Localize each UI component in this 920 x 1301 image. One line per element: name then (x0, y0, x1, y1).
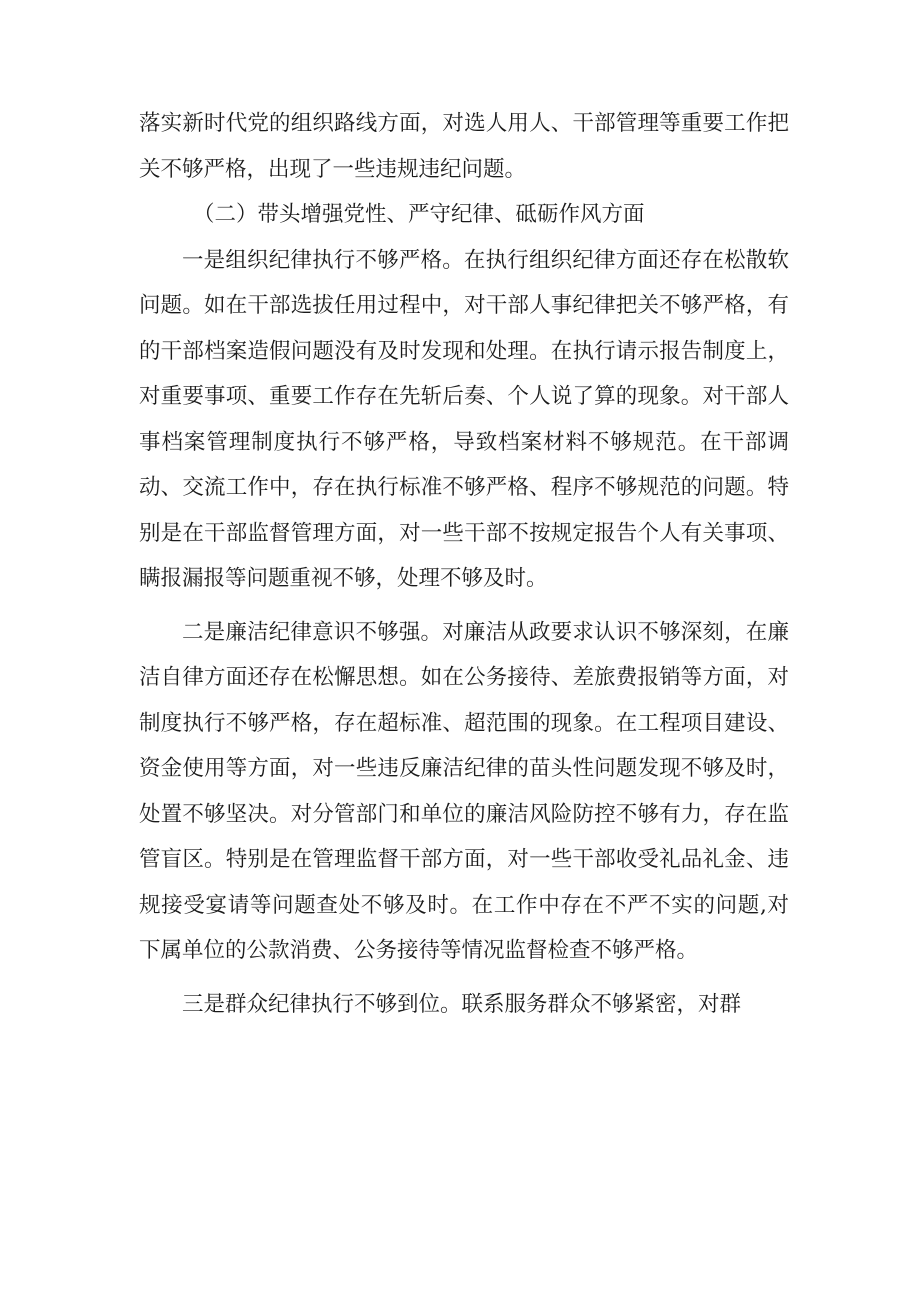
document-body (139, 101, 789, 1027)
section-heading: （二）带头增强党性、严守纪律、砥砺作风方面 (193, 202, 645, 227)
paragraph-continuation: 落实新时代党的组织路线方面，对选人用人、干部管理等重要工作把关不够严格，出现了一些违规违纪问题。 (139, 111, 789, 182)
paragraph-integrity-discipline: 二是廉洁纪律意识不够强。对廉洁从政要求认识不够深刻，在廉洁自律方面还存在松懈思想。如在公务接待、差旅费报销等方面，对制度执行不够严格，存在超标准、超范围的现象。在工程项目建设、资金使用等方面，对一些违反廉洁纪律的苗头性问题发现不够及时，处置不够坚决。对分管部门和单位的廉洁风险防控不够有力，存在监管盲区。特别是在管理监督干部方面，对一些干部收受礼品礼金、违规接受宴请等问题查处不够及时。在工作中存在不严不实的问题,对下属单位的公款消费、公务接待等情况监督检查不够严格。 (139, 619, 789, 963)
paragraph-organizational-discipline: 一是组织纪律执行不够严格。在执行组织纪律方面还存在松散软问题。如在干部选拔任用过程中，对干部人事纪律把关不够严格，有的干部档案造假问题没有及时发现和处理。在执行请示报告制度上，对重要事项、重要工作存在先斩后奏、个人说了算的现象。对干部人事档案管理制度执行不够严格，导致档案材料不够规范。在干部调动、交流工作中，存在执行标准不够严格、程序不够规范的问题。特别是在干部监督管理方面，对一些干部不按规定报告个人有关事项、瞒报漏报等问题重视不够，处理不够及时。 (139, 247, 789, 591)
paragraph-mass-discipline: 三是群众纪律执行不够到位。联系服务群众不够紧密，对群 (182, 991, 742, 1017)
